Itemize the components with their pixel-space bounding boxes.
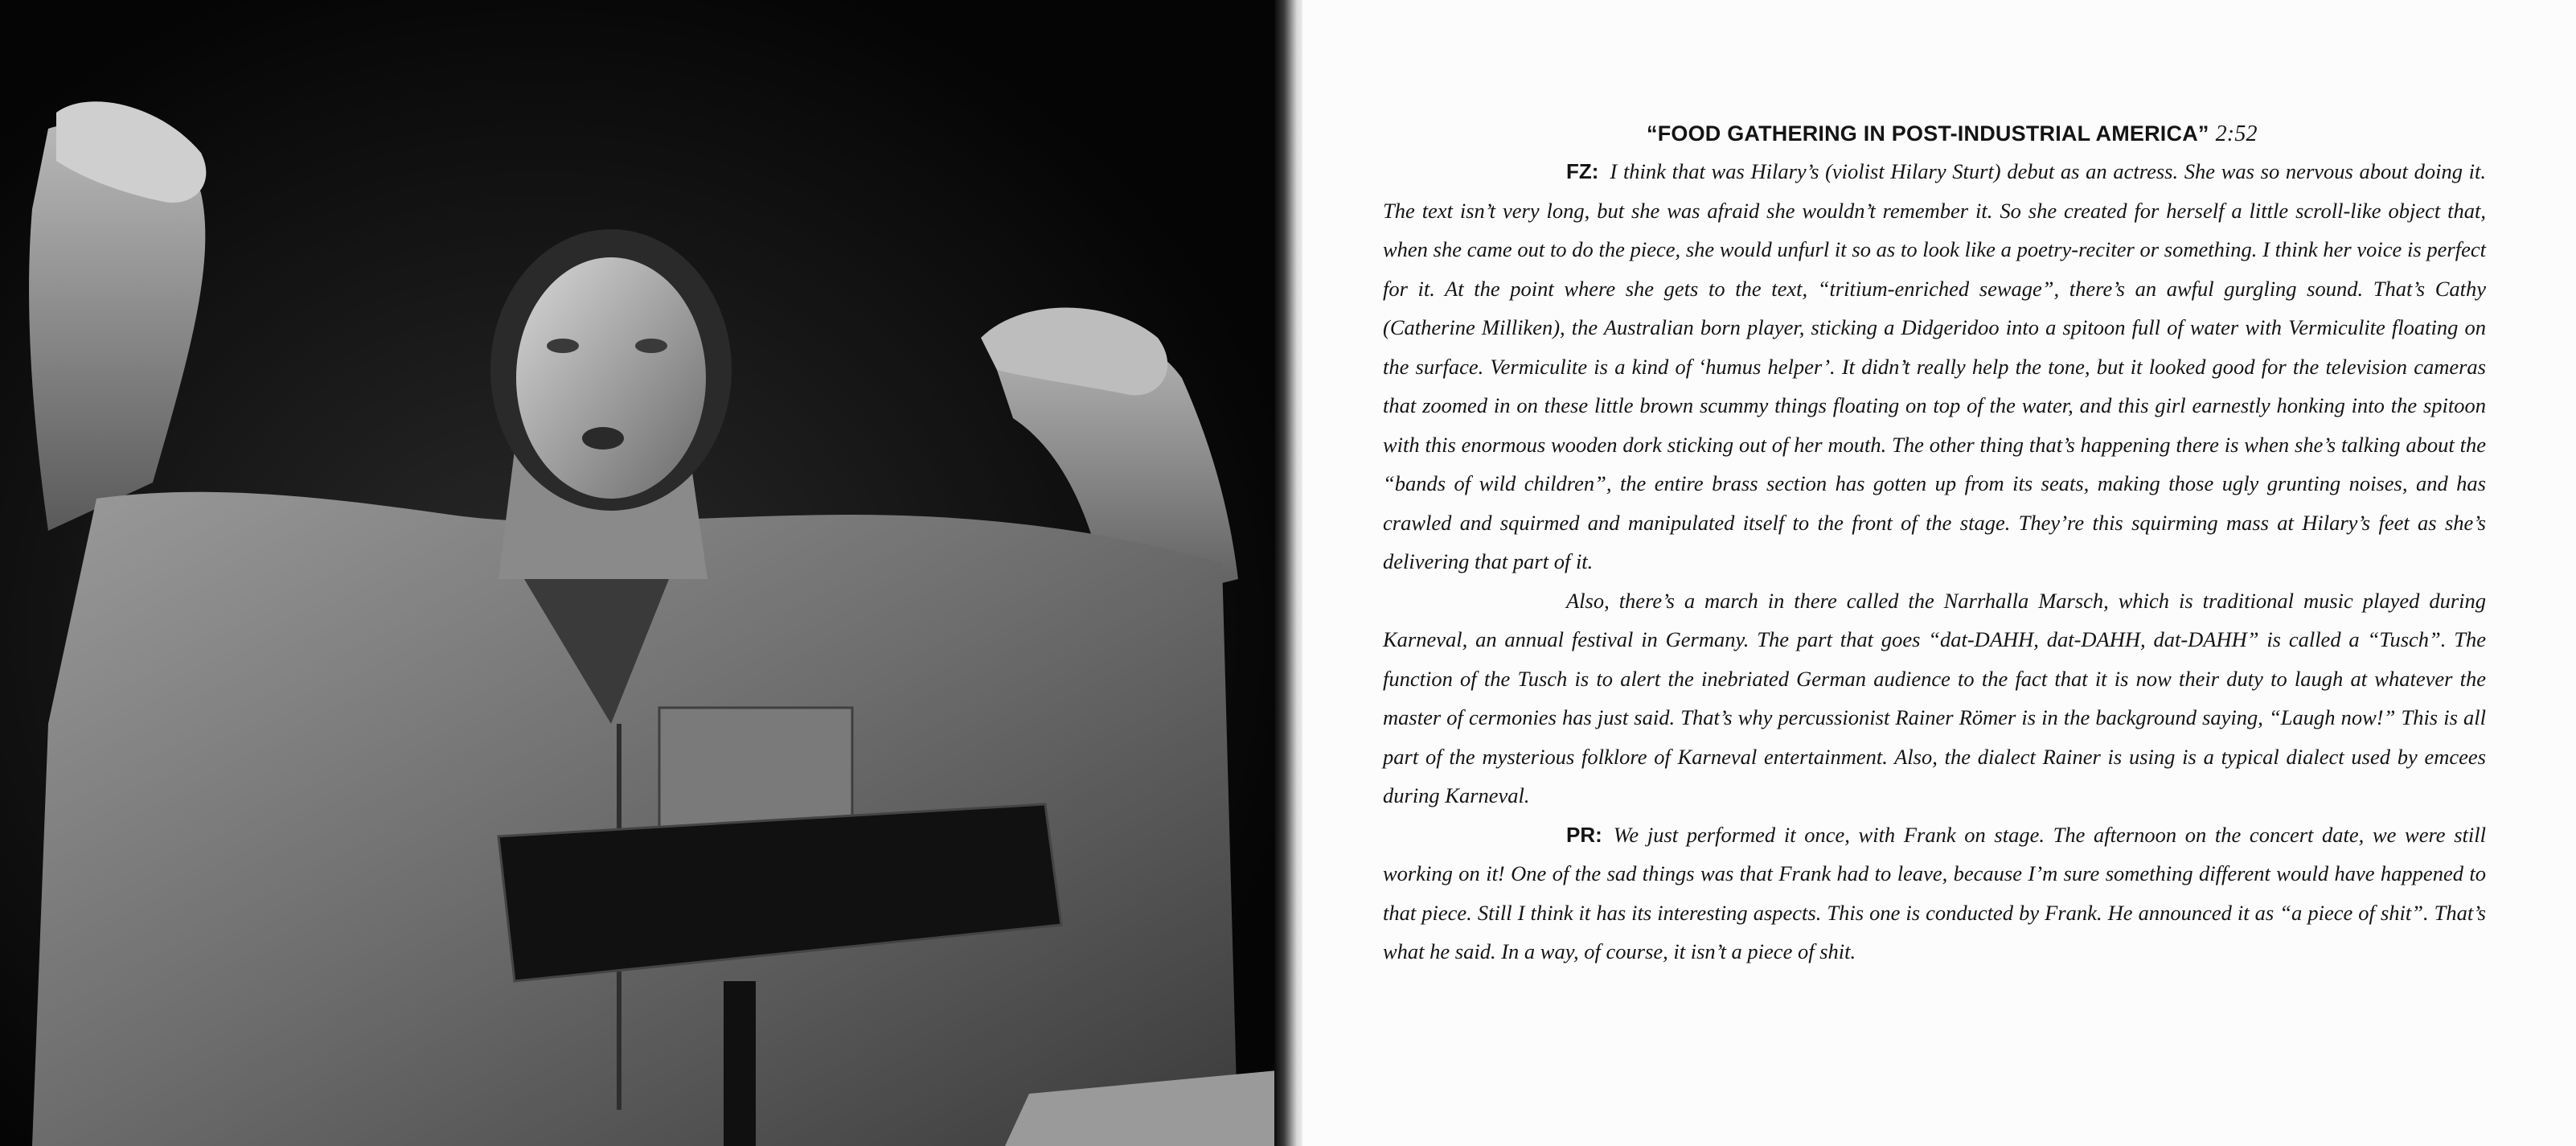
- shirt-pocket: [659, 708, 852, 828]
- track-heading: [1647, 115, 2486, 152]
- face: [516, 257, 706, 499]
- text-column: [1383, 115, 2486, 971]
- commentary-text: Also, there’s a march in there called the Narrhalla Marsch, which is traditional music played during Karneval, an annual festival in Germany. The part that goes “dat-DAHH, dat-DAHH, dat-DAHH” is called a “Tusch”. The function of the Tusch is to alert the inebriated German audience to the fact that it is now their duty to laugh at whatever the master of cermonies has just said. That’s why percussionist Rainer Römer is in the background saying, “Laugh now!” This is all part of the mysterious folklore of Karneval entertainment. Also, the dialect Rainer is using is a typical dialect used by emcees during Karneval.: [1383, 588, 2486, 807]
- speaker-label: FZ:: [1566, 159, 1599, 183]
- book-gutter: [1274, 0, 1306, 1146]
- commentary-paragraph-pr: [1383, 815, 2486, 971]
- conductor-photo-illustration: [0, 0, 1286, 1146]
- commentary-paragraph-fz: [1383, 152, 2486, 581]
- track-duration: 2:52: [2215, 121, 2258, 146]
- speaker-label: PR:: [1566, 822, 1602, 847]
- conductor-photo: [0, 0, 1286, 1146]
- text-page: [1302, 0, 2576, 1146]
- commentary-text: I think that was Hilary’s (violist Hilary Sturt) debut as an actress. She was so nervous about doing it. The text isn’t very long, but she was afraid she wouldn’t remember it. So she created for herself a little scroll-like object that, when she came out to do the piece, she would unfurl it so as to look like a poetry-reciter or something. I think her voice is perfect for it. At the point where she gets to the text, “tritium-enriched sewage”, there’s an awful gurgling sound. That’s Cathy (Catherine Milliken), the Australian born player, sticking a Didgeridoo into a spitoon full of water with Vermiculite floating on the surface. Vermiculite is a kind of ‘humus helper’. It didn’t really help the tone, but it looked good for the television cameras that zoomed in on these little brown scummy things floating on top of the water, and this girl earnestly honking into the spitoon with this enormous wooden dork sticking out of her mouth. The other thing that’s happening there is when she’s talking about the “bands of wild children”, the entire brass section has gotten up from its seats, making those ugly grunting noises, and has crawled and squirmed and manipulated itself to the front of the stage. They’re this squirming mass at Hilary’s feet as she’s delivering that part of it.: [1383, 159, 2486, 573]
- commentary-paragraph-continued: [1383, 581, 2486, 815]
- commentary-text: We just performed it once, with Frank on stage. The afternoon on the concert date, we were still working on it! One of the sad things was that Frank had to leave, because I’m sure something different would have happened to that piece. Still I think it has its interesting aspects. This one is conducted by Frank. He announced it as “a piece of shit”. That’s what he said. In a way, of course, it isn’t a piece of shit.: [1383, 822, 2486, 963]
- track-title: “FOOD GATHERING IN POST-INDUSTRIAL AMERICA”: [1647, 121, 2209, 146]
